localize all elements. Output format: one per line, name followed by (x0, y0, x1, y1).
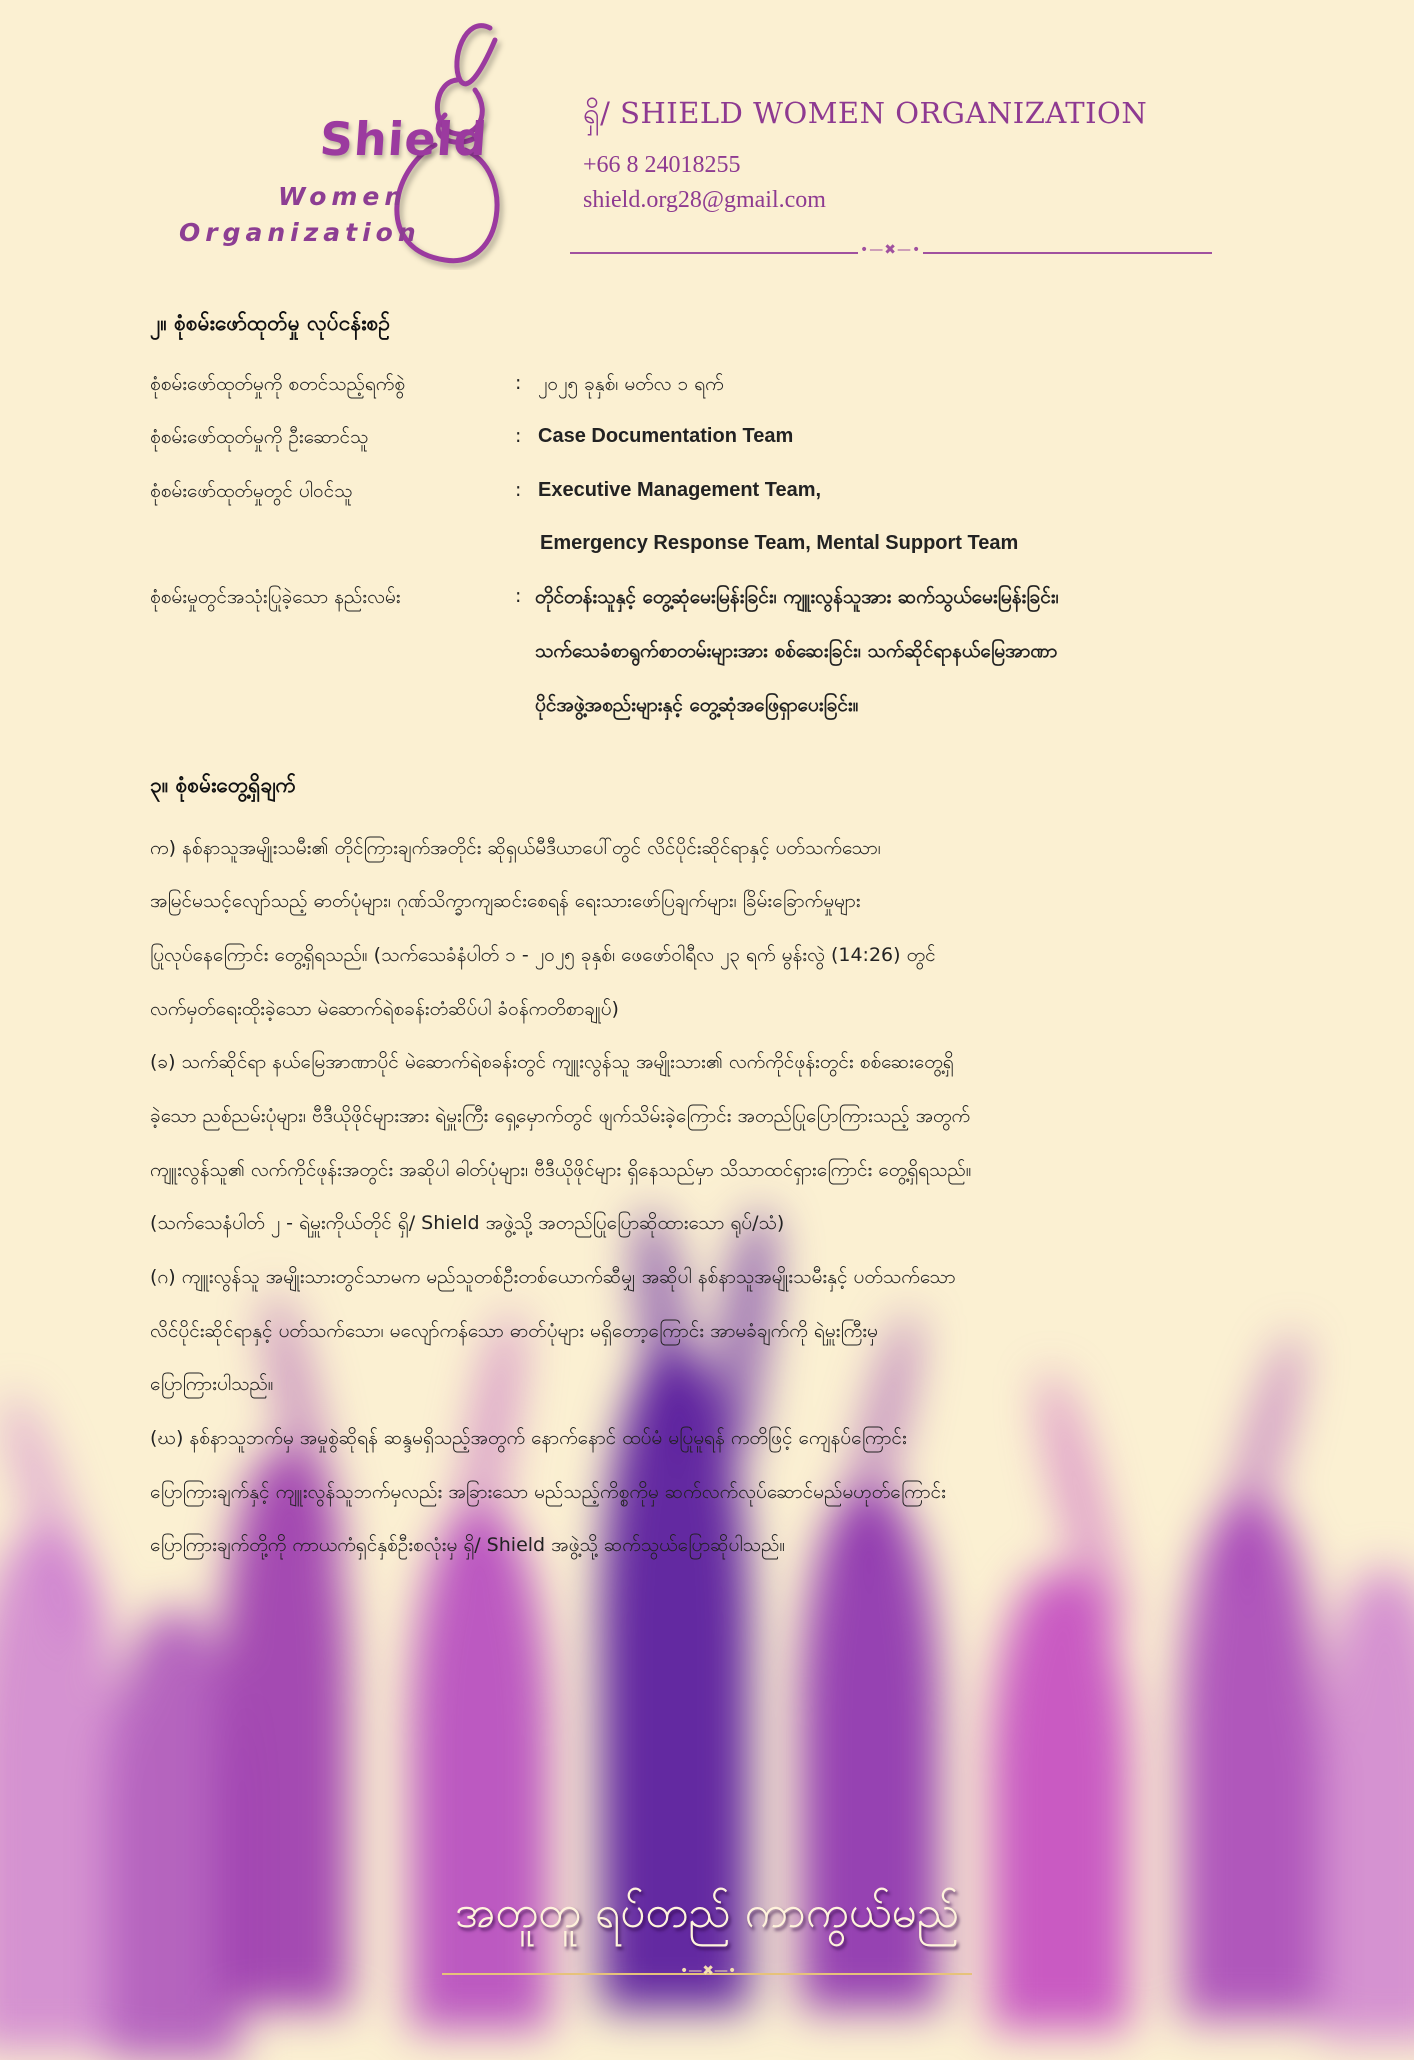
finding-line: လက်မှတ်ရေးထိုးခဲ့သော မဲဆောက်ရဲစခန်းတံဆိပ်ပါ ခံဝန်ကတိစာချုပ်) (150, 998, 619, 1020)
kv-colon: : (515, 425, 522, 447)
finding-line: ပြောကြားချက်တို့ကို ကာယကံရှင်နှစ်ဦးစလုံးမှ ရှိ/ Shield အဖွဲ့သို့ ဆက်သွယ်ပြောဆိုပါသည်။ (150, 1534, 786, 1556)
org-phone: +66 8 24018255 (583, 152, 741, 178)
finding-line: (ခ) သက်ဆိုင်ရာ နယ်မြေအာဏာပိုင် မဲဆောက်ရဲစခန်းတွင် ကျူးလွန်သူ အမျိုးသား၏ လက်ကိုင်ဖုန်းတွင်း စစ်ဆေးတွေ့ရှိ (150, 1051, 954, 1073)
finding-line: လိင်ပိုင်းဆိုင်ရာနှင့် ပတ်သက်သော၊ မလျော်ကန်သော ဓာတ်ပုံများ မရှိတော့ကြောင်း အာမခံချက်ကို ရဲမှူးကြီးမှ (150, 1320, 878, 1342)
kv-value-continued: သက်သေခံစာရွက်စာတမ်းများအား စစ်ဆေးခြင်း၊ သက်ဆိုင်ရာနယ်မြေအာဏာ (535, 640, 1058, 662)
finding-line: ပြောကြားချက်နှင့် ကျူးလွန်သူဘက်မှလည်း အခြားသော မည်သည့်ကိစ္စကိုမှ ဆက်လက်လုပ်ဆောင်မည်မဟုတ်ကြောင်း (150, 1481, 946, 1503)
finding-line: က) နစ်နာသူအမျိုးသမီး၏ တိုင်ကြားချက်အတိုင်း ဆိုရှယ်မီဒီယာပေါ်တွင် လိင်ပိုင်းဆိုင်ရာနှင့် ပတ်သက်သော၊ (150, 837, 881, 859)
finding-line: (ဂ) ကျူးလွန်သူ အမျိုးသားတွင်သာမက မည်သူတစ်ဦးတစ်ယောက်ဆီမျှ အဆိုပါ နစ်နာသူအမျိုးသမီးနှင့် ပတ်သက်သော (150, 1266, 956, 1288)
finding-line: အမြင်မသင့်လျော်သည့် ဓာတ်ပုံများ၊ ဂုဏ်သိက္ခာကျဆင်းစေရန် ရေးသားဖော်ပြချက်များ၊ ခြိမ်းခြောက်မှုများ (150, 890, 861, 912)
kv-colon: : (515, 479, 522, 501)
kv-start-date (150, 372, 1300, 402)
finding-line: ပြုလုပ်နေကြောင်း တွေ့ရှိရသည်။ (သက်သေခံနံပါတ် ၁ - ၂၀၂၅ ခုနှစ်၊ ဖေဖော်ဝါရီလ ၂၃ ရက် မွန်းလွဲ (14:26) တွင် (150, 944, 936, 966)
section-3-heading: ၃။ စုံစမ်းတွေ့ရှိချက် (150, 773, 297, 797)
org-name: ရှိ/ SHIELD WOMEN ORGANIZATION (583, 96, 1148, 130)
logo-wordmark: Shield (318, 112, 490, 166)
org-email[interactable]: shield.org28@gmail.com (583, 187, 826, 213)
logo-subtitle-women: Women (278, 182, 408, 211)
finding-line: ပြောကြားပါသည်။ (150, 1373, 274, 1395)
footer-ornament-icon: •—✖—• (680, 1963, 737, 1979)
footer-slogan: အတူတူ ရပ်တည် ကာကွယ်မည် (454, 1887, 960, 1938)
kv-value: Case Documentation Team (538, 425, 794, 447)
kv-colon: : (515, 372, 522, 394)
finding-line: ကျူးလွန်သူ၏ လက်ကိုင်ဖုန်းအတွင်း အဆိုပါ ဓါတ်ပုံများ၊ ဗီဒီယိုဖိုင်များ ရှိနေသည်မှာ သိသာထင်ရှားကြောင်း တွေ့ရှိရသည်။ (150, 1159, 972, 1181)
section-2-heading: ၂။ စုံစမ်းဖော်ထုတ်မှု လုပ်ငန်းစဉ် (150, 311, 391, 335)
kv-value: ၂၀၂၅ ခုနှစ်၊ မတ်လ ၁ ရက် (538, 373, 724, 395)
kv-participants (150, 479, 1300, 559)
divider-ornament-icon: •—✖—• (860, 242, 922, 258)
kv-value: တိုင်တန်းသူနှင့် တွေ့ဆုံမေးမြန်းခြင်း၊ ကျူးလွန်သူအား ဆက်သွယ်မေးမြန်းခြင်း၊ (535, 586, 1059, 608)
kv-value: Executive Management Team, (538, 479, 822, 501)
kv-value-continued: Emergency Response Team, Mental Support Team (540, 532, 1019, 554)
finding-line: (သက်သေနံပါတ် ၂ - ရဲမှူးကိုယ်တိုင် ရှိ/ Shield အဖွဲ့သို့ အတည်ပြုပြောဆိုထားသော ရုပ်/သံ) (150, 1212, 785, 1234)
kv-methods (150, 585, 1300, 725)
logo-subtitle-organization: Organization (179, 218, 421, 247)
kv-value-continued: ပိုင်အဖွဲ့အစည်းများနှင့် တွေ့ဆုံအဖြေရှာပေးခြင်း။ (535, 694, 859, 716)
kv-lead (150, 425, 1300, 455)
finding-line: (ဃ) နစ်နာသူဘက်မှ အမှုစွဲဆိုရန် ဆန္ဒမရှိသည့်အတွက် နောက်နောင် ထပ်မံ မပြုမူရန် ကတိဖြင့် ကျေနပ်ကြောင်း (150, 1427, 907, 1449)
kv-label: စုံစမ်းဖော်ထုတ်မှုကို စတင်သည့်ရက်စွဲ (150, 373, 406, 395)
kv-label: စုံစမ်းဖော်ထုတ်မှုတွင် ပါဝင်သူ (150, 480, 353, 502)
finding-line: ခဲ့သော ညစ်ညမ်းပုံများ၊ ဗီဒီယိုဖိုင်များအား ရဲမှူးကြီး ရှေ့မှောက်တွင် ဖျက်သိမ်းခဲ့ကြောင်း အတည်ပြုပြောကြားသည့် အတွက် (150, 1105, 971, 1127)
kv-label: စုံစမ်းမှုတွင်အသုံးပြုခဲ့သော နည်းလမ်း (150, 586, 401, 608)
org-contact-block (583, 95, 1213, 214)
shield-logo (175, 20, 535, 270)
kv-colon: : (515, 585, 522, 607)
kv-label: စုံစမ်းဖော်ထုတ်မှုကို ဦးဆောင်သူ (150, 426, 369, 448)
